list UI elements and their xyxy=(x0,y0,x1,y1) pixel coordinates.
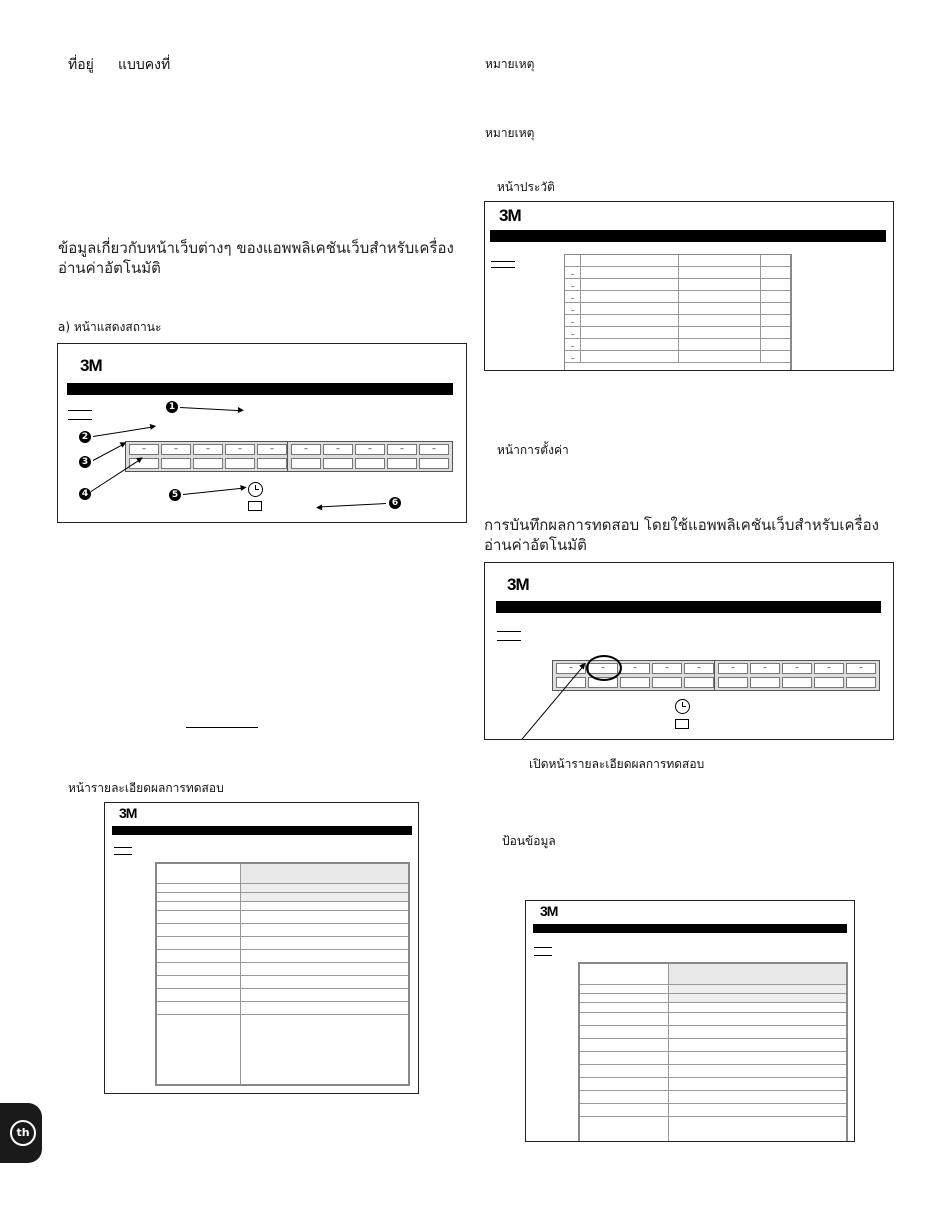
callout-arrow xyxy=(180,407,242,411)
sensor-button[interactable]: – xyxy=(161,444,191,455)
callout-arrow xyxy=(318,503,386,508)
header-bar xyxy=(496,601,881,613)
clock-icon xyxy=(248,482,263,497)
sensor-button-group-1-lower xyxy=(552,675,718,691)
header-bar xyxy=(67,383,453,395)
sensor-button[interactable]: – xyxy=(355,444,385,455)
info-heading: ข้อมูลเกี่ยวกับหน้าเว็บต่างๆ ของแอพพลิเคชันเว็บสำหรับเครื่องอ่านค่าอัตโนมัติ xyxy=(58,239,454,277)
language-icon: th xyxy=(10,1120,36,1146)
sensor-button-group-1-lower xyxy=(125,456,291,472)
sensor-button[interactable]: – xyxy=(419,444,449,455)
sensor-button[interactable]: – xyxy=(782,663,812,674)
status-page-label: a) หน้าแสดงสถานะ xyxy=(58,320,162,334)
callout-4: 4 xyxy=(79,488,91,500)
nav-link[interactable] xyxy=(534,947,552,948)
callout-2: 2 xyxy=(79,431,91,443)
sensor-button[interactable]: – xyxy=(620,663,650,674)
nav-link[interactable] xyxy=(497,631,521,632)
note-label-1: หมายเหตุ xyxy=(485,57,535,71)
address-type: แบบคงที่ xyxy=(118,57,171,73)
nav-link[interactable] xyxy=(491,261,515,262)
clock-icon xyxy=(675,699,690,714)
record-results-screenshot xyxy=(484,562,894,740)
history-page-screenshot xyxy=(484,201,894,371)
details-page-screenshot xyxy=(104,802,419,1094)
enter-data-screenshot xyxy=(525,900,855,1142)
entry-table xyxy=(578,962,848,1142)
sensor-button-group-2-lower xyxy=(714,675,880,691)
note-label-2: หมายเหตุ xyxy=(485,126,535,140)
link-underline[interactable] xyxy=(186,727,258,728)
small-box[interactable] xyxy=(675,719,689,729)
callout-1: 1 xyxy=(166,401,178,413)
sensor-button[interactable]: – xyxy=(718,663,748,674)
header-bar xyxy=(533,924,847,933)
record-heading: การบันทึกผลการทดสอบ โดยใช้แอพพลิเคชันเว็บสำหรับเครื่องอ่านค่าอัตโนมัติ xyxy=(484,516,879,554)
sensor-button[interactable]: – xyxy=(129,444,159,455)
brand-logo: 3M xyxy=(540,903,558,919)
details-table xyxy=(155,862,410,1086)
brand-logo: 3M xyxy=(80,356,102,375)
brand-logo: 3M xyxy=(119,805,137,821)
open-details-caption: เปิดหน้ารายละเอียดผลการทดสอบ xyxy=(529,757,705,771)
callout-5: 5 xyxy=(169,489,181,501)
sensor-button[interactable]: – xyxy=(750,663,780,674)
callout-3: 3 xyxy=(79,456,91,468)
callout-arrow xyxy=(91,458,142,492)
sensor-button-group-2-lower xyxy=(287,456,453,472)
nav-link[interactable] xyxy=(497,640,521,641)
language-tab[interactable] xyxy=(0,1103,42,1163)
nav-link[interactable] xyxy=(491,267,515,268)
callout-arrow xyxy=(183,488,245,495)
sensor-button[interactable]: – xyxy=(556,663,586,674)
header-bar xyxy=(112,826,412,835)
sensor-button[interactable]: – xyxy=(846,663,876,674)
sensor-button[interactable]: – xyxy=(323,444,353,455)
sensor-button[interactable]: – xyxy=(225,444,255,455)
sensor-button[interactable]: – xyxy=(193,444,223,455)
nav-link[interactable] xyxy=(114,854,132,855)
nav-link[interactable] xyxy=(534,955,552,956)
sensor-button[interactable]: – xyxy=(257,444,287,455)
callout-arrow xyxy=(93,426,154,437)
details-page-label: หน้ารายละเอียดผลการทดสอบ xyxy=(68,781,224,795)
sensor-button[interactable]: – xyxy=(652,663,682,674)
history-page-label: หน้าประวัติ xyxy=(497,180,555,194)
history-table: – – – – – – – – xyxy=(564,254,792,371)
settings-page-label: หน้าการตั้งค่า xyxy=(497,443,569,457)
header-bar xyxy=(490,230,886,242)
small-box[interactable] xyxy=(248,501,262,511)
nav-link[interactable] xyxy=(68,410,92,411)
highlight-ellipse xyxy=(586,655,622,681)
sensor-button[interactable]: – xyxy=(588,663,618,674)
brand-logo: 3M xyxy=(499,206,521,225)
nav-link[interactable] xyxy=(114,847,132,848)
address-label: ที่อยู่ xyxy=(68,57,94,73)
sensor-button[interactable]: – xyxy=(291,444,321,455)
callout-arrow xyxy=(93,443,125,461)
sensor-button[interactable]: – xyxy=(814,663,844,674)
brand-logo: 3M xyxy=(507,575,529,594)
nav-link[interactable] xyxy=(68,419,92,420)
sensor-button[interactable]: – xyxy=(387,444,417,455)
sensor-button[interactable]: – xyxy=(684,663,714,674)
enter-data-label: ป้อนข้อมูล xyxy=(502,834,556,848)
pointer-arrow xyxy=(515,664,585,740)
callout-6: 6 xyxy=(389,497,401,509)
status-page-screenshot xyxy=(57,343,467,523)
